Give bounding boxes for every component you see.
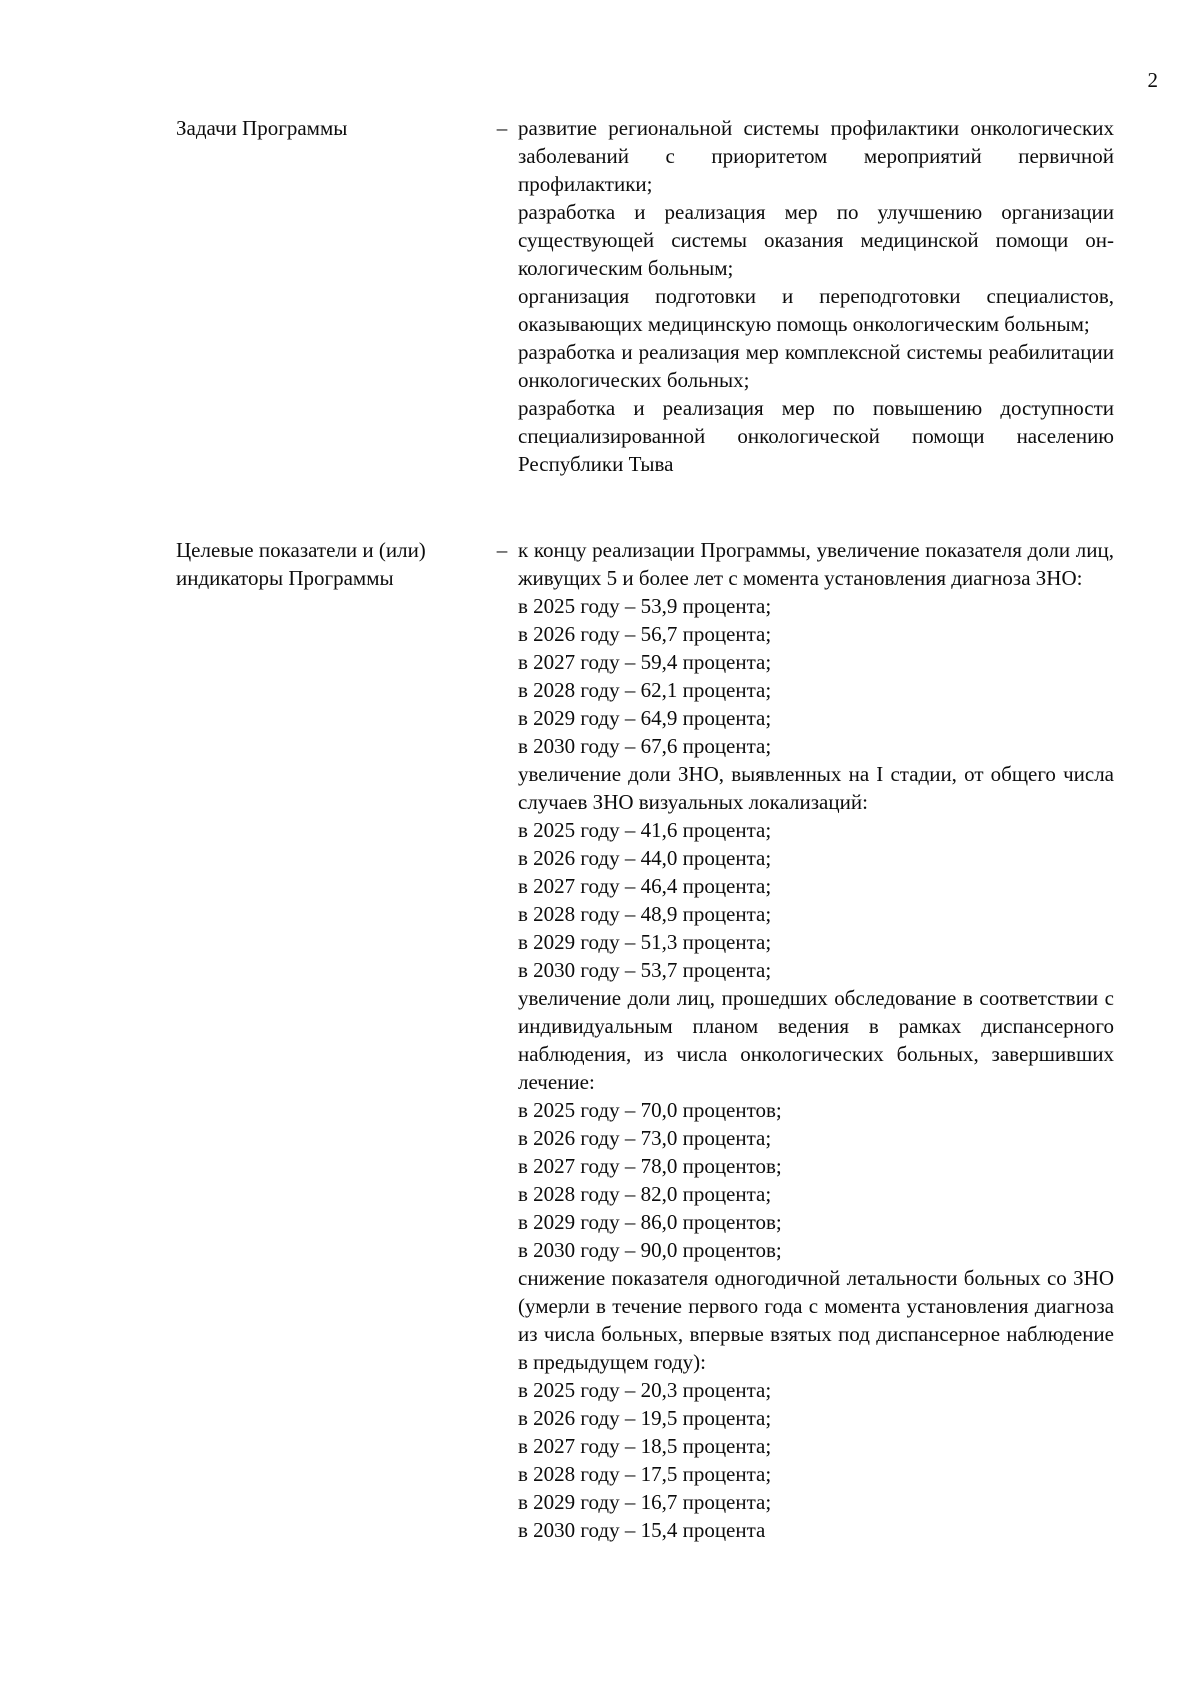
dash-separator: – [496,538,508,562]
indicator-year-value: в 2025 году – 41,6 процента; [518,818,772,842]
indicator-year-value: в 2028 году – 62,1 процента; [518,678,772,702]
indicator-year-value: в 2025 году – 20,3 процента; [518,1378,772,1402]
indicator-year-value: в 2026 году – 44,0 процента; [518,846,772,870]
indicator-year-value: в 2030 году – 53,7 процента; [518,958,772,982]
indicator-year-value: в 2030 году – 67,6 процента; [518,734,772,758]
indicator-year-value: в 2026 году – 19,5 процента; [518,1406,772,1430]
indicator-year-value: в 2028 году – 82,0 процента; [518,1182,772,1206]
indicator-intro: к концу реализации Программы, увеличение показателя доли лиц, живущих 5 и более лет с момента установления диагноза ЗНО: [518,538,1114,590]
indicator-year-value: в 2025 году – 70,0 процентов; [518,1098,782,1122]
indicator-year-value: в 2028 году – 17,5 процента; [518,1462,772,1486]
section-label: Целевые показатели и (или) индикаторы Программы [176,538,426,590]
indicator-year-value: в 2030 году – 90,0 процентов; [518,1238,782,1262]
indicator-year-value: в 2027 году – 46,4 процента; [518,874,772,898]
section-label: Задачи Программы [176,116,348,140]
indicator-year-value: в 2030 году – 15,4 процента [518,1518,766,1542]
task-item: разработка и реализация мер по улучшению организации существующей системы оказания медицинской помощи онкологическим больным; [518,200,1114,280]
page-number: 2 [1147,68,1158,92]
section-content [518,536,1114,1544]
indicator-year-value: в 2029 году – 16,7 процента; [518,1490,772,1514]
task-item: разработка и реализация мер комплексной системы реабилитации онкологических больных; [518,340,1114,392]
indicator-year-value: в 2027 году – 18,5 процента; [518,1434,772,1458]
indicator-year-value: в 2026 году – 56,7 процента; [518,622,772,646]
indicator-year-value: в 2025 году – 53,9 процента; [518,594,772,618]
section-content [518,114,1114,478]
indicator-intro: увеличение доли ЗНО, выявленных на I стадии, от общего числа случаев ЗНО визуальных локализаций: [518,762,1114,814]
indicator-year-value: в 2029 году – 86,0 процентов; [518,1210,782,1234]
task-item: развитие региональной системы профилактики онкологических заболеваний с приоритетом мероприятий первичной профилактики; [518,116,1114,196]
indicator-year-value: в 2027 году – 78,0 процентов; [518,1154,782,1178]
indicator-year-value: в 2029 году – 51,3 процента; [518,930,772,954]
indicator-intro: увеличение доли лиц, прошедших обследование в соответствии с индивидуальным планом ведения в рамках диспансерного наблюдения, из числа онкологических больных, завершивших лечение: [518,986,1114,1094]
indicator-intro: снижение показателя одногодичной летальности больных со ЗНО (умерли в течение первого года с момента установления диагноза из числа больных, впервые взятых под диспансерное наблюдение в предыдущем году): [518,1266,1114,1374]
indicator-year-value: в 2029 году – 64,9 процента; [518,706,772,730]
indicator-year-value: в 2028 году – 48,9 процента; [518,902,772,926]
task-item: организация подготовки и переподготовки специалистов, оказывающих медицинскую помощь онкологическим больным; [518,284,1114,336]
indicator-year-value: в 2026 году – 73,0 процента; [518,1126,772,1150]
task-item: разработка и реализация мер по повышению доступности специализированной онкологической помощи населению Республики Тыва [518,396,1114,476]
indicator-year-value: в 2027 году – 59,4 процента; [518,650,772,674]
dash-separator: – [496,116,508,140]
